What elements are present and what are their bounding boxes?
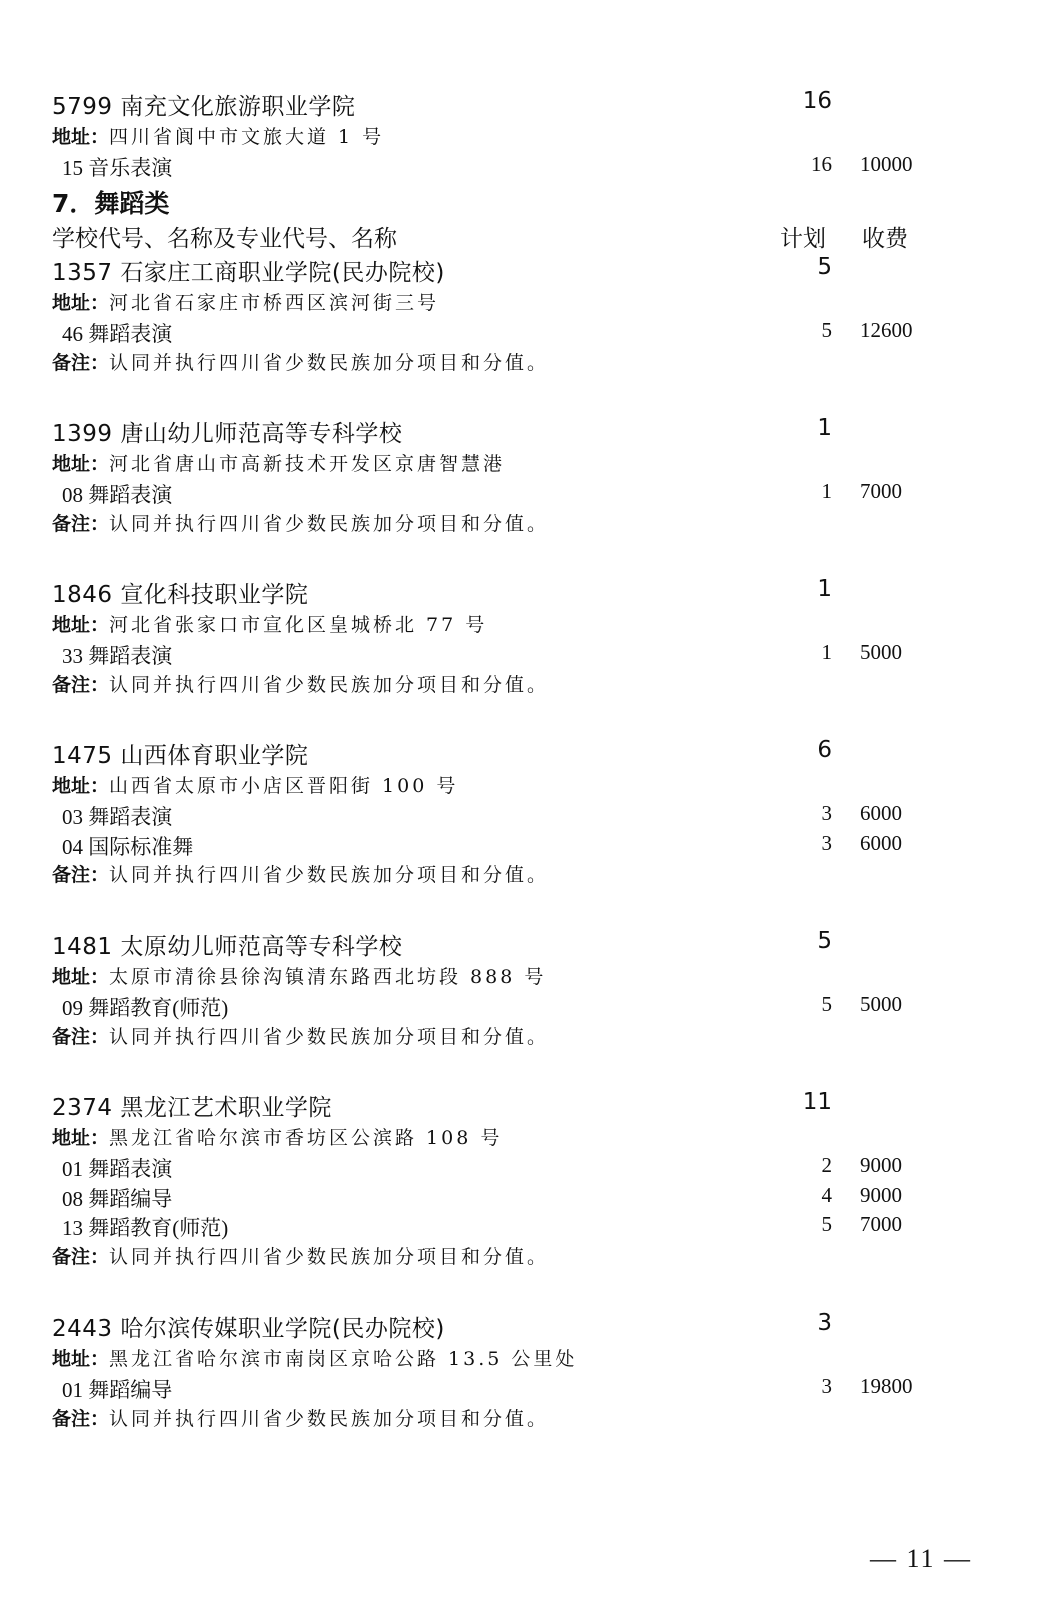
- major-row: [0, 479, 1063, 509]
- note-text: 认同并执行四川省少数民族加分项目和分值。: [109, 351, 550, 374]
- address-text: 黑龙江省哈尔滨市南岗区京哈公路 13.5 公里处: [109, 1348, 578, 1370]
- school-code-name: 1475 山西体育职业学院: [52, 743, 309, 769]
- address-text: 河北省唐山市高新技术开发区京唐智慧港: [109, 453, 506, 475]
- school-note-row: [0, 348, 1063, 378]
- address-text: 河北省石家庄市桥西区滨河街三号: [109, 292, 440, 314]
- school-code-name: 2374 黑龙江艺术职业学院: [52, 1095, 332, 1121]
- school-note: [52, 1242, 549, 1269]
- school-address-row: [0, 449, 1063, 479]
- school-note-row: [0, 1404, 1063, 1434]
- major-code-name: 09 舞蹈教育(师范): [62, 996, 229, 1020]
- address-label: 地址：: [52, 966, 110, 988]
- address-text: 河北省张家口市宣化区皇城桥北 77 号: [109, 614, 488, 636]
- school-plan: 1: [817, 415, 832, 441]
- major-row: [0, 1374, 1063, 1404]
- major-plan: 3: [821, 1374, 832, 1398]
- major-row: [0, 992, 1063, 1022]
- major-row: [0, 1183, 1063, 1213]
- address-text: 黑龙江省哈尔滨市香坊区公滨路 108 号: [109, 1127, 503, 1149]
- note-label: 备注：: [52, 1407, 110, 1430]
- school-note: [52, 1404, 549, 1431]
- school-address: [52, 1344, 577, 1371]
- major-code-name: 08 舞蹈编导: [62, 1186, 173, 1211]
- note-text: 认同并执行四川省少数民族加分项目和分值。: [109, 864, 550, 886]
- school-plan: 1: [817, 576, 832, 602]
- school-address-row: [0, 1344, 1063, 1374]
- major-row: [0, 640, 1063, 670]
- school-address-row: [0, 962, 1063, 992]
- major-plan: 5: [821, 1212, 832, 1236]
- major-code-name: 13 舞蹈教育(师范): [62, 1216, 229, 1240]
- school-address: [52, 449, 505, 476]
- major-plan: 16: [811, 152, 832, 176]
- note-label: 备注：: [52, 512, 110, 535]
- note-label: 备注：: [52, 864, 110, 886]
- school-plan: 11: [802, 1089, 832, 1115]
- school-code-name: 1846 宣化科技职业学院: [52, 582, 309, 608]
- section-title: 7．舞蹈类: [52, 189, 170, 218]
- major-code-name: 04 国际标准舞: [62, 834, 194, 859]
- column-header-fee: 收费: [862, 226, 908, 252]
- school-note: [52, 860, 549, 887]
- school-header-row: [0, 576, 1063, 606]
- note-text: 认同并执行四川省少数民族加分项目和分值。: [109, 1407, 550, 1430]
- school-header-row: [0, 928, 1063, 958]
- major-row: [0, 801, 1063, 831]
- major-row: [0, 831, 1063, 861]
- major-code-name: 03 舞蹈表演: [62, 805, 173, 829]
- address-label: 地址：: [52, 775, 110, 797]
- school-header-row: [0, 737, 1063, 767]
- note-label: 备注：: [52, 1245, 110, 1268]
- school-code-name: 2443 哈尔滨传媒职业学院(民办院校): [52, 1316, 445, 1342]
- school-note-row: [0, 670, 1063, 700]
- major-code-name: 01 舞蹈编导: [62, 1378, 173, 1402]
- major-plan: 1: [821, 479, 832, 503]
- major-fee: 7000: [860, 479, 902, 503]
- school-plan: 5: [817, 928, 832, 954]
- major-fee: 12600: [860, 318, 913, 342]
- school-code-name: 1481 太原幼儿师范高等专科学校: [52, 934, 403, 960]
- school-note-row: [0, 1022, 1063, 1052]
- major-fee: 6000: [860, 830, 902, 855]
- address-label: 地址：: [52, 453, 110, 475]
- major-fee: 9000: [860, 1182, 902, 1207]
- address-label: 地址：: [52, 1348, 110, 1370]
- school-note: [52, 1022, 549, 1049]
- note-text: 认同并执行四川省少数民族加分项目和分值。: [109, 1245, 550, 1268]
- address-text: 太原市清徐县徐沟镇清东路西北坊段 888 号: [109, 966, 547, 988]
- major-code-name: 46 舞蹈表演: [62, 322, 173, 346]
- section-title-row: [0, 184, 1063, 218]
- school-header-row: [0, 415, 1063, 445]
- note-text: 认同并执行四川省少数民族加分项目和分值。: [109, 512, 550, 535]
- school-note: [52, 509, 549, 536]
- school-address: [52, 288, 439, 315]
- major-plan: 3: [821, 830, 832, 855]
- school-plan: 16: [802, 88, 832, 114]
- major-code-name: 01 舞蹈表演: [62, 1157, 173, 1181]
- major-code-name: 33 舞蹈表演: [62, 644, 173, 668]
- major-plan: 2: [821, 1153, 832, 1177]
- school-note-row: [0, 509, 1063, 539]
- major-code-name: 15 音乐表演: [62, 156, 173, 180]
- major-plan: 3: [821, 801, 832, 825]
- major-plan: 1: [821, 640, 832, 664]
- school-note: [52, 670, 549, 697]
- school-address: [52, 1123, 502, 1150]
- major-fee: 19800: [860, 1374, 913, 1398]
- school-code-name: 1357 石家庄工商职业学院(民办院校): [52, 260, 445, 286]
- school-note: [52, 348, 549, 375]
- school-address-row: [0, 610, 1063, 640]
- school-plan: 5: [817, 254, 832, 280]
- major-row: [0, 318, 1063, 348]
- school-header-row: [0, 88, 1063, 118]
- table-header-row: [0, 220, 1063, 250]
- school-address: [52, 771, 458, 798]
- address-label: 地址：: [52, 614, 110, 636]
- major-plan: 5: [821, 318, 832, 342]
- note-text: 认同并执行四川省少数民族加分项目和分值。: [109, 1025, 550, 1048]
- column-header-school: 学校代号、名称及专业代号、名称: [52, 226, 397, 252]
- school-address-row: [0, 1123, 1063, 1153]
- school-plan: 6: [817, 737, 832, 763]
- address-label: 地址：: [52, 292, 110, 314]
- school-address: [52, 962, 546, 989]
- major-row: [0, 152, 1063, 182]
- address-label: 地址：: [52, 1127, 110, 1149]
- school-header-row: [0, 1089, 1063, 1119]
- school-header-row: [0, 254, 1063, 284]
- address-label: 地址：: [52, 126, 110, 148]
- major-fee: 7000: [860, 1212, 902, 1236]
- school-code-name: 1399 唐山幼儿师范高等专科学校: [52, 421, 403, 447]
- address-text: 四川省阆中市文旅大道 1 号: [109, 126, 385, 148]
- school-note-row: [0, 860, 1063, 890]
- major-fee: 9000: [860, 1153, 902, 1177]
- note-label: 备注：: [52, 1025, 110, 1048]
- school-code-name: 5799 南充文化旅游职业学院: [52, 94, 356, 120]
- address-text: 山西省太原市小店区晋阳街 100 号: [109, 775, 459, 797]
- school-note-row: [0, 1242, 1063, 1272]
- major-fee: 5000: [860, 640, 902, 664]
- major-code-name: 08 舞蹈表演: [62, 483, 173, 507]
- major-fee: 5000: [860, 992, 902, 1016]
- school-address-row: [0, 288, 1063, 318]
- note-label: 备注：: [52, 673, 110, 696]
- school-address-row: [0, 771, 1063, 801]
- school-address: [52, 610, 487, 637]
- school-plan: 3: [817, 1310, 832, 1336]
- major-fee: 10000: [860, 152, 913, 176]
- major-plan: 5: [821, 992, 832, 1016]
- major-plan: 4: [821, 1182, 832, 1207]
- school-address-row: [0, 122, 1063, 152]
- major-fee: 6000: [860, 801, 902, 825]
- major-row: [0, 1212, 1063, 1242]
- note-label: 备注：: [52, 351, 110, 374]
- page-number: — 11 —: [870, 1544, 973, 1573]
- note-text: 认同并执行四川省少数民族加分项目和分值。: [109, 673, 550, 696]
- major-row: [0, 1153, 1063, 1183]
- column-header-plan: 计划: [780, 226, 826, 252]
- school-header-row: [0, 1310, 1063, 1340]
